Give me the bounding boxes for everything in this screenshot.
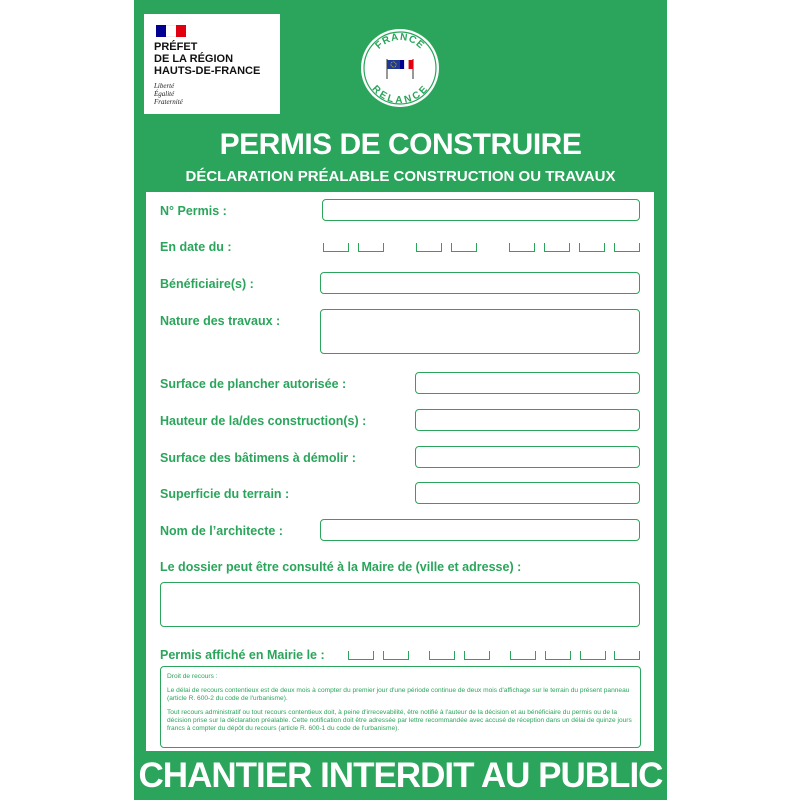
land-area-label: Superficie du terrain :: [160, 487, 290, 501]
floor-area-field[interactable]: [415, 372, 640, 394]
appeal-paragraph-1: Le délai de recours contentieux est de deux mois à compter du premier jour d'une période continue de deux mois d'affichage sur le terrain du présent panneau (article R. 600-2 du code de l'urbanisme).: [167, 687, 630, 702]
works-nature-field[interactable]: [320, 309, 640, 354]
date-label: En date du :: [160, 240, 232, 254]
appeal-paragraph-2: Tout recours administratif ou tout recours contentieux doit, à peine d'irrecevabilité, être notifié à l'auteur de la décision et au bénéficiaire du permis ou de la décision prise sur la déclaration préalable. Cette notification doit être adressée par lettre recommandée avec accusé de réception dans un délai de quinze jours francs à compter du dépôt du recours (article R. 600-1 du code de l'urbanisme).: [167, 709, 632, 732]
height-label: Hauteur de la/des construction(s) :: [160, 414, 367, 428]
land-area-field[interactable]: [415, 482, 640, 504]
dossier-field[interactable]: [160, 582, 640, 627]
dossier-label: Le dossier peut être consulté à la Maire de (ville et adresse) :: [160, 560, 522, 574]
prefecture-name: PRÉFET DE LA RÉGION HAUTS-DE-FRANCE: [154, 41, 261, 77]
demolish-area-field[interactable]: [415, 446, 640, 468]
floor-area-label: Surface de plancher autorisée :: [160, 377, 347, 391]
footer-warning: CHANTIER INTERDIT AU PUBLIC: [138, 756, 663, 795]
architect-label: Nom de l’architecte :: [160, 524, 283, 538]
appeal-heading: Droit de recours :: [167, 673, 218, 680]
svg-text:FRANCE: FRANCE: [373, 31, 427, 52]
architect-field[interactable]: [320, 519, 640, 541]
french-flag-icon: [156, 25, 186, 37]
height-field[interactable]: [415, 409, 640, 431]
beneficiary-label: Bénéficiaire(s) :: [160, 277, 254, 291]
works-nature-label: Nature des travaux :: [160, 314, 281, 328]
appeal-rights-box: [160, 666, 641, 748]
permit-number-field[interactable]: [322, 199, 640, 221]
posted-label: Permis affiché en Mairie le :: [160, 648, 325, 662]
beneficiary-field[interactable]: [320, 272, 640, 294]
page-subtitle: DÉCLARATION PRÉALABLE CONSTRUCTION OU TRAVAUX: [185, 168, 616, 185]
demolish-area-label: Surface des bâtimens à démolir :: [160, 451, 356, 465]
permit-number-label: N° Permis :: [160, 204, 227, 218]
svg-text:RELANCE: RELANCE: [369, 83, 431, 107]
france-relance-logo: [359, 27, 441, 109]
page-title: PERMIS DE CONSTRUIRE: [219, 128, 582, 161]
republic-motto: Liberté Égalité Fraternité: [154, 82, 183, 106]
prefecture-logo: [144, 14, 280, 114]
